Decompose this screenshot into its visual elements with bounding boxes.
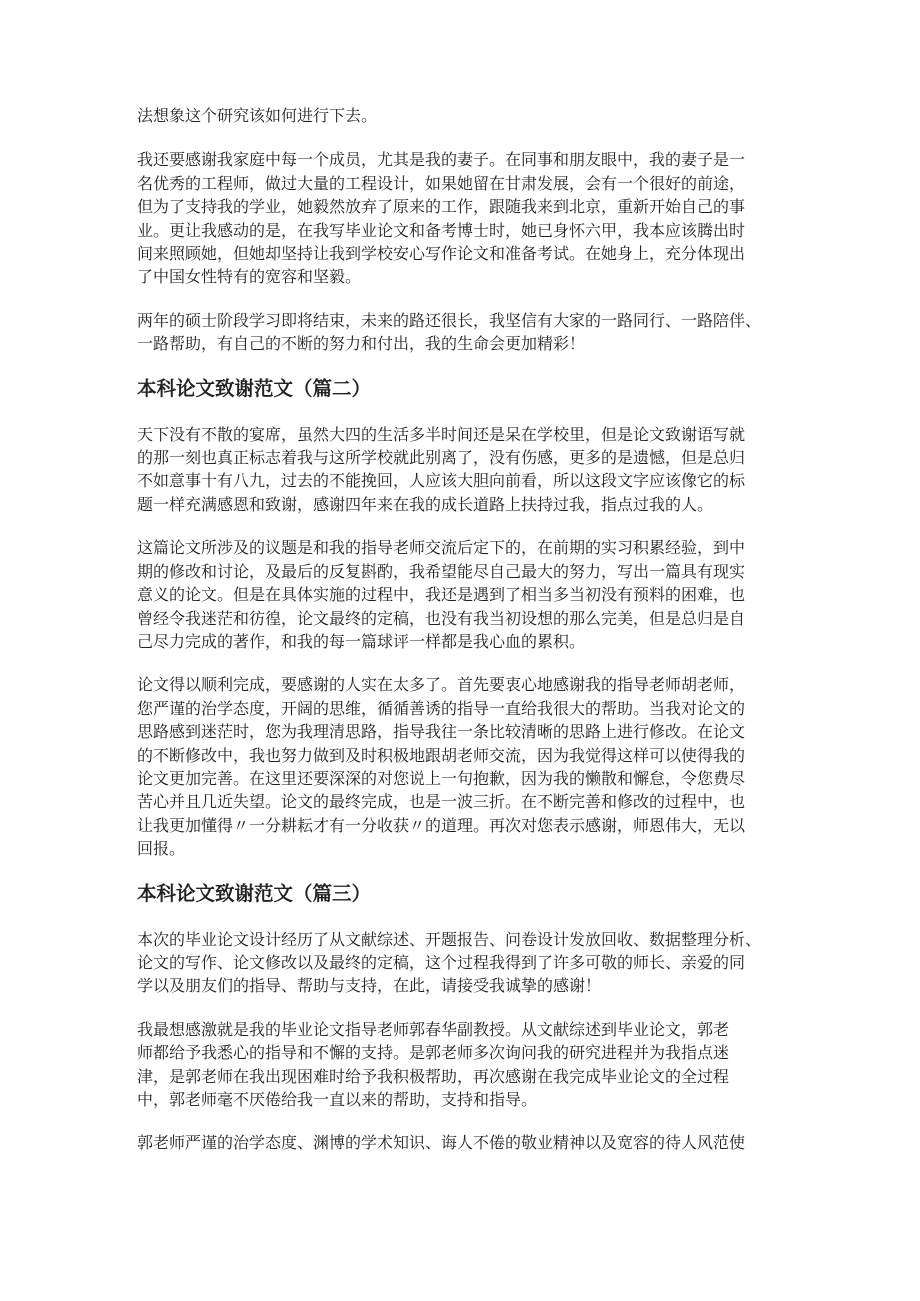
text-line: 间来照顾她，但她却坚持让我到学校安心写作论文和准备考试。在她身上，充分体现出 [137,244,746,264]
section-heading-part-three: 本科论文致谢范文（篇三） [137,881,372,905]
text-line: 您严谨的治学态度，开阔的思维，循循善诱的指导一直给我很大的帮助。当我对论文的 [137,698,746,718]
text-line: 中，郭老师毫不厌倦给我一直以来的帮助，支持和指导。 [137,1090,538,1109]
text-line: 天下没有不散的宴席，虽然大四的生活多半时间还是呆在学校里，但是论文致谢语写就 [137,424,746,444]
paragraph-family-thanks [137,148,787,288]
text-line: 论文的写作、论文修改以及最终的定稿，这个过程我得到了许多可敬的师长、亲爱的同 [137,952,746,972]
text-line: 师都给予我悉心的指导和不懈的支持。是郭老师多次询问我的研究进程并为我指点迷 [137,1043,730,1063]
text-line: 我最想感激就是我的毕业论文指导老师郭春华副教授。从文献综述到毕业论文，郭老 [137,1019,730,1039]
document-page [137,104,787,1175]
text-line: 论文得以顺利完成，要感谢的人实在太多了。首先要衷心地感谢我的指导老师胡老师， [137,675,746,695]
text-line: 的那一刻也真正标志着我与这所学校就此别离了，没有伤感，更多的是遗憾，但是总归 [137,448,746,468]
text-line: 的不断修改中，我也努力做到及时积极地跟胡老师交流，因为我觉得这样可以使得我的 [137,745,746,765]
paragraph-supervisor-qualities [137,1131,787,1154]
text-line: 法想象这个研究该如何进行下去。 [137,106,378,125]
text-line: 期的修改和讨论，及最后的反复斟酌，我希望能尽自己最大的努力，写出一篇具有现实 [137,561,746,581]
text-line: 回报。 [137,839,186,859]
text-line: 两年的硕士阶段学习即将结束，未来的路还很长，我坚信有大家的一路同行、一路陪伴、 [137,310,762,330]
text-line: 这篇论文所涉及的议题是和我的指导老师交流后定下的，在前期的实习积累经验，到中 [137,538,746,558]
text-line: 题一样充满感恩和致谢，感谢四年来在我的成长道路上扶持过我，指点过我的人。 [137,494,714,514]
text-line: 但为了支持我的学业，她毅然放弃了原来的工作，跟随我来到北京，重新开始自己的事 [137,197,746,217]
text-line: 津，是郭老师在我出现困难时给予我积极帮助，再次感谢在我完成毕业论文的全过程 [137,1066,730,1086]
paragraph-supervisor-thanks [137,1018,787,1112]
text-line: 思路感到迷茫时，您为我理清思路，指导我往一条比较清晰的思路上进行修改。在论文 [137,722,746,742]
paragraph-design-process [137,928,787,998]
paragraph-advisor-thanks [137,673,787,860]
text-line: 了中国女性特有的宽容和坚毅。 [137,267,362,287]
text-line: 论文更加完善。在这里还要深深的对您说上一句抱歉，因为我的懒散和懈怠，令您费尽 [137,768,746,788]
text-line: 曾经令我迷茫和彷徨，论文最终的定稿，也没有我当初设想的那么完美，但是总归是自 [137,608,746,628]
text-line: 郭老师严谨的治学态度、渊博的学术知识、诲人不倦的敬业精神以及宽容的待人风范使 [137,1133,746,1153]
text-line: 学以及朋友们的指导、帮助与支持，在此，请接受我诚挚的感谢！ [137,976,602,996]
text-line: 本次的毕业论文设计经历了从文献综述、开题报告、问卷设计发放回收、数据整理分析、 [137,929,762,949]
text-line: 苦心并且几近失望。论文的最终完成，也是一波三折。在不断完善和修改的过程中，也 [137,792,746,812]
section-heading-part-two: 本科论文致谢范文（篇二） [137,376,372,400]
paragraph-farewell [137,423,787,517]
text-line: 一路帮助，有自己的不断的努力和付出，我的生命会更加精彩！ [137,334,586,354]
text-line: 不如意事十有八九，过去的不能挽回，人应该大胆向前看，所以这段文字应该像它的标 [137,471,746,491]
text-line: 名优秀的工程师，做过大量的工程设计，如果她留在甘肃发展，会有一个很好的前途， [137,173,746,193]
text-line: 己尽力完成的著作，和我的每一篇球评一样都是我心血的累积。 [137,631,586,651]
paragraph-closing [137,309,787,356]
paragraph-continuation [137,104,787,127]
text-line: 让我更加懂得〃一分耕耘才有一分收获〃的道理。再次对您表示感谢，师恩伟大，无以 [137,815,746,835]
paragraph-thesis-topic [137,536,787,653]
text-line: 我还要感谢我家庭中每一个成员，尤其是我的妻子。在同事和朋友眼中，我的妻子是一 [137,150,746,170]
text-line: 业。更让我感动的是，在我写毕业论文和备考博士时，她已身怀六甲，我本应该腾出时 [137,220,746,240]
text-line: 意义的论文。但是在具体实施的过程中，我还是遇到了相当多当初没有预料的困难，也 [137,585,746,605]
